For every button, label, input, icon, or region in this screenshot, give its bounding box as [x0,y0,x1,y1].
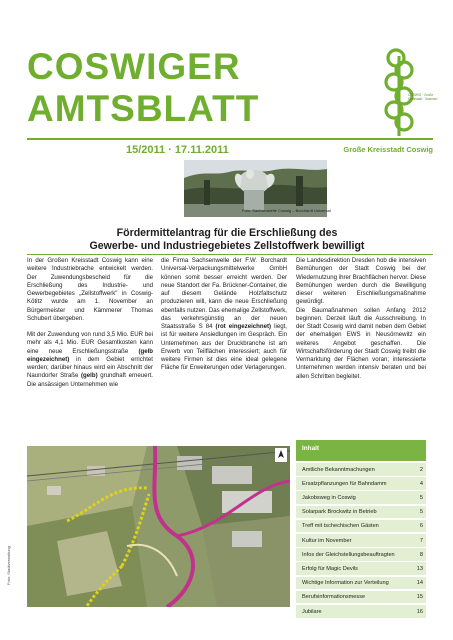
toc-header [296,440,426,461]
col3-paragraph-2: Die Baumaßnahmen sollen Anfang 2012 beginnen. Derzeit läuft die Ausschreibung. In der Stadt Coswig wird damit neben dem Gebiet der ehemaligen EWS in Neusörnewitz ein weiteres Angebot geschaffen. Die Wirtschaftsförderung der Stadt Coswig treibt die Vermarktung der Flächen voran; interessierte Unternehmen werden intensiv beraten und bei allen Schritten begleitet. [296,306,426,380]
text-run: Mit der Zuwendung von rund 3,5 Mio. EUR bei mehr als 4,1 Mio. EUR Gesamtkosten kann eine neue Erschließungsstraße [27,331,153,355]
toc-item-label: Infos der Gleichstellungsbeauftragten [302,551,395,558]
toc-item-page: 13 [416,565,423,572]
toc-item[interactable] [296,491,426,505]
article-column-2 [161,257,287,381]
toc-title: Inhalt [302,445,320,452]
logo-caption: COSWIG · Große Kreisstadt · Sachsen [408,93,438,101]
article-column-3 [296,257,426,389]
map-photo-credit: Foto: Stadtverwaltung [6,546,11,585]
toc-item-label: Berufsinformationsmesse [302,594,366,601]
toc-item-label: Erfolg für Magic Devils [302,565,358,572]
text-run: in dem Gebiet errichtet werden; darüber hinaus wird ein Abschnitt der Naundorfer Straße [27,355,153,380]
toc-item-page: 8 [419,551,423,558]
town-name: Große Kreisstadt Coswig [343,145,433,154]
toc-item[interactable] [296,591,426,605]
toc-item-label: Wichtige Information zur Verteilung [302,580,389,587]
toc-item[interactable] [296,477,426,491]
text-run: liegt, ist für weitere Ansiedlungen im Gespräch. Ein Unternehmen aus der Druckbranche ist am Erwerb von Teilflächen interessiert; auch für weitere Firmen ist dies eine ideal gelegene Fläche für Erweiterungen oder Verlagerungen. [161,323,287,372]
headline-line1: Fördermittelantrag für die Erschließung des [116,227,338,239]
toc-item[interactable] [296,548,426,562]
toc-item-page: 16 [416,608,423,615]
issue-date: 15/2011 · 17.11.2011 [126,144,229,156]
toc-item-page: 5 [419,494,423,501]
toc-item[interactable] [296,463,426,477]
masthead-title-line2: AMTSBLATT [27,88,260,129]
col1-paragraph-1: In der Großen Kreisstadt Coswig kann eine weitere Industriebrache entwickelt werden. Der Zuwendungsbescheid für die Erschließung des Industrie- und Gewerbegebietes „Zellstoffwerk" in Coswig-Kötitz wurde am 1. November an Bürgermeister und Kämmerer Thomas Schubert übergeben. [27,257,153,322]
toc-item-page: 4 [419,480,423,487]
col1-paragraph-2 [27,331,153,389]
col3-paragraph-1: Die Landesdirektion Dresden hob die intensiven Bemühungen der Stadt Coswig bei der Wiedernutzung ihrer Brachflächen hervor. Diese Bemühungen werden durch die Bewilligung dieser weiteren Erschließungsmaßnahme gewürdigt. [296,257,426,306]
aerial-map [27,446,290,607]
text-run-bold: (gelb) [81,372,98,380]
toc-item[interactable] [296,605,426,619]
toc-item-page: 5 [419,509,423,516]
toc-item-label: Ersatzpflanzungen für Bahndamm [302,480,387,487]
text-run-bold: (gelb eingezeichnet) [27,347,153,363]
toc-item[interactable] [296,506,426,520]
masthead-title-line1: COSWIGER [27,46,241,87]
toc-item-page: 2 [419,466,423,473]
article-column-1 [27,257,153,397]
text-run: die Firma Sachsenwelle der F.W. Borchardt Universal-Verpackungsmittelwerke GmbH können somit besser erreicht werden. Der neue Standort der Fa. Brückner-Container, die auf diesem Gelände Holzfaltschutz produzieren will, kann die neue Erschließung ebenfalls nutzen. Das ehemalige Zellstoffwerk, das verkehrsgünstig an der neuen Staatsstraße S 84 [161,257,287,330]
text-run: grundhaft erneuert. Die ansässigen Unternehmen wie [27,372,153,388]
toc-item-page: 14 [416,580,423,587]
col2-paragraph-1 [161,257,287,373]
toc-item-label: Kultur im November [302,537,352,544]
toc-item-page: 15 [416,594,423,601]
headline-line2: Gewerbe- und Industriegebietes Zellstoffwerk bewilligt [89,240,365,252]
text-run-bold: (rot eingezeichnet) [215,323,272,330]
toc-item-label: Treff mit tschechischen Gästen [302,523,379,530]
toc-item[interactable] [296,562,426,576]
toc-item[interactable] [296,577,426,591]
table-of-contents [296,440,426,615]
masthead-rule [27,138,433,140]
toc-item-label: Amtliche Bekanntmachungen [302,466,375,473]
toc-item-page: 6 [419,523,423,530]
photo-caption: Foto: Sachsenwelle Coswig – Borchardt Universal [242,208,331,213]
toc-item[interactable] [296,534,426,548]
headline-rule [27,254,433,255]
toc-item-page: 7 [419,537,423,544]
toc-item-label: Jubilare [302,608,322,615]
toc-item-label: Jakobsweg in Coswig [302,494,356,501]
toc-item[interactable] [296,520,426,534]
toc-item-label: Solarpark Brockwitz in Betrieb [302,509,377,516]
